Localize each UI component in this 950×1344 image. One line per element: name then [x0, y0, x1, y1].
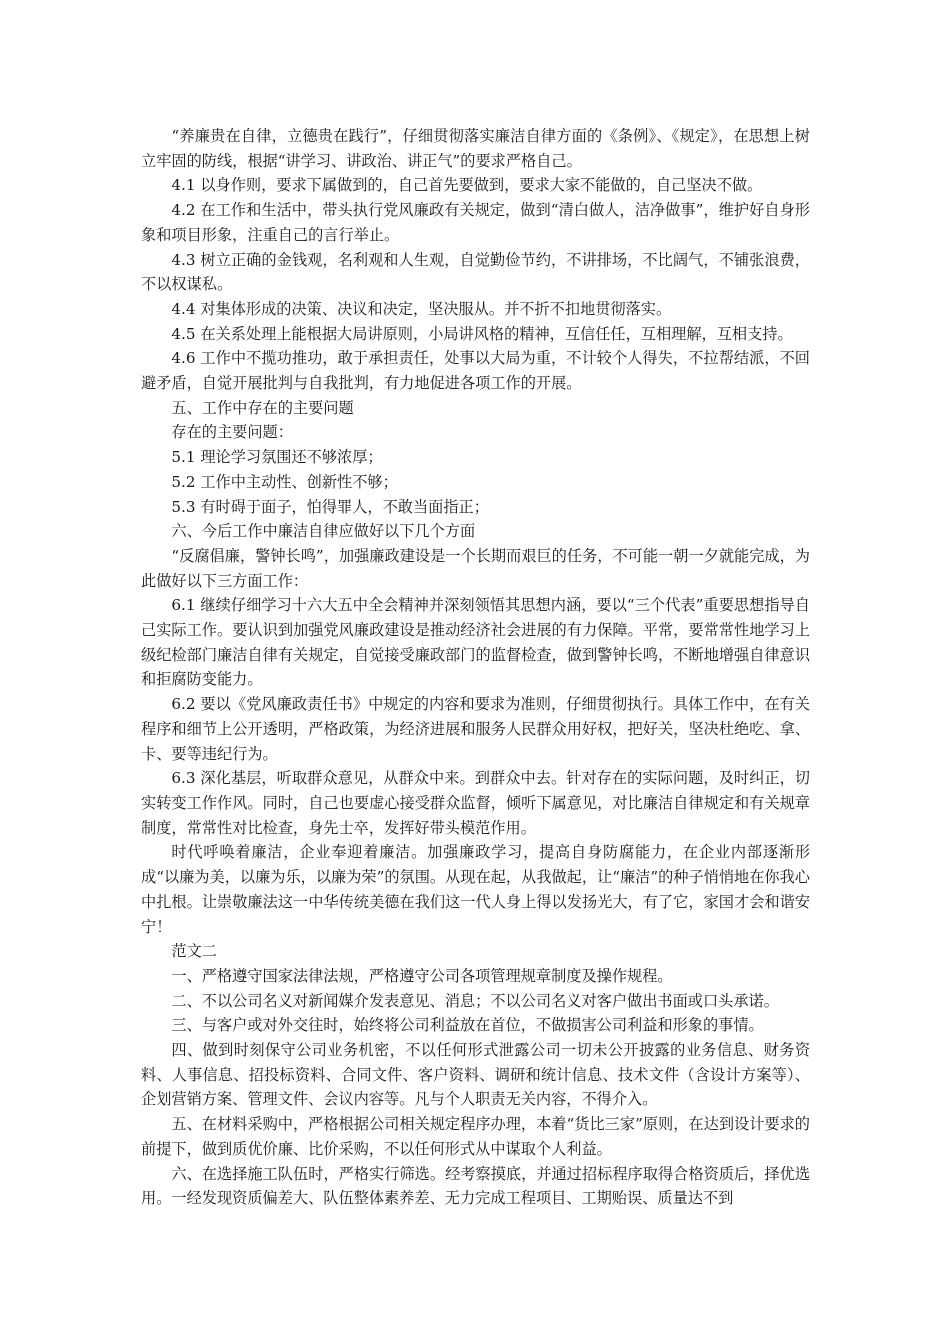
paragraph-15: 6.1 继续仔细学习十六大五中全会精神并深刻领悟其思想内涵，要以“三个代表”重要思想指导自己实际工作。要认识到加强党风廉政建设是推动经济社会进展的有力保障。平常，要常常性地学习上级纪检部门廉洁自律有关规定，自觉接受廉政部门的监督检查，做到警钟长鸣，不断地增强自律意识和拒腐防变能力。: [141, 596, 810, 689]
paragraph-23: 四、做到时刻保守公司业务机密，不以任何形式泄露公司一切未公开披露的业务信息、财务资料、人事信息、招投标资料、合同文件、客户资料、调研和统计信息、技术文件（含设计方案等）、企划营销方案、管理文件、会议内容等。凡与个人职责无关内容，不得介入。: [141, 1041, 810, 1109]
paragraph-2: 4.1 以身作则，要求下属做到的，自己首先要做到，要求大家不能做的，自己坚决不做。: [171, 176, 763, 195]
paragraph-11: 5.2 工作中主动性、创新性不够；: [171, 472, 398, 491]
section-heading-5: 五、工作中存在的主要问题: [171, 398, 354, 417]
paragraph-14: “反腐倡廉，警钟长鸣”，加强廉政建设是一个长期而艰巨的任务，不可能一朝一夕就能完成，为此做好以下三方面工作：: [141, 546, 810, 590]
sample-heading: 范文二: [171, 942, 217, 961]
section-heading-6: 六、今后工作中廉洁自律应做好以下几个方面: [171, 522, 476, 541]
paragraph-25: 六、在选择施工队伍时，严格实行筛选。经考察摸底，并通过招标程序取得合格资质后，择优选用。一经发现资质偏差大、队伍整体素养差、无力完成工程项目、工期贻误、质量达不到: [141, 1164, 810, 1208]
paragraph-12: 5.3 有时碍于面子，怕得罪人，不敢当面指正；: [171, 497, 489, 516]
paragraph-24: 五、在材料采购中，严格根据公司相关规定程序办理，本着“货比三家”原则，在达到设计要求的前提下，做到质优价廉、比价采购，不以任何形式从中谋取个人利益。: [141, 1115, 810, 1158]
paragraph-1: “养廉贵在自律，立德贵在践行”，仔细贯彻落实廉洁自律方面的《条例》、《规定》，在思想上树立牢固的防线，根据“讲学习、讲政治、讲正气”的要求严格自己。: [141, 127, 810, 170]
paragraph-5: 4.4 对集体形成的决策、决议和决定，坚决服从。并不折不扣地贯彻落实。: [171, 299, 672, 318]
paragraph-21: 二、不以公司名义对新闻媒介发表意见、消息；不以公司名义对客户做出书面或口头承诺。: [171, 991, 779, 1010]
paragraph-22: 三、与客户或对外交往时，始终将公司利益放在首位，不做损害公司利益和形象的事情。: [171, 1016, 764, 1035]
paragraph-10: 5.1 理论学习氛围还不够浓厚；: [171, 448, 383, 467]
paragraph-7: 4.6 工作中不揽功推功，敢于承担责任，处事以大局为重，不计较个人得失，不拉帮结派，不回避矛盾，自觉开展批判与自我批判，有力地促进各项工作的开展。: [141, 349, 810, 393]
document-body: [141, 124, 810, 1211]
paragraph-18: 时代呼唤着廉洁，企业奉迎着廉洁。加强廉政学习，提高自身防腐能力，在企业内部逐渐形成“以廉为美，以廉为乐，以廉为荣”的氛围。从现在起，从我做起，让“廉洁”的种子悄悄地在你我心中扎根。让崇敬廉法这一中华传统美德在我们这一代人身上得以发扬光大，有了它，家国才会和谐安宁！: [141, 843, 810, 936]
paragraph-9: 存在的主要问题：: [171, 423, 293, 442]
paragraph-16: 6.2 要以《党风廉政责任书》中规定的内容和要求为准则，仔细贯彻执行。具体工作中，在有关程序和细节上公开透明，严格政策，为经济进展和服务人民群众用好权，把好关，坚决杜绝吃、拿、卡、要等违纪行为。: [141, 695, 810, 763]
paragraph-17: 6.3 深化基层，听取群众意见，从群众中来。到群众中去。针对存在的实际问题，及时纠正，切实转变工作作风。同时，自己也要虚心接受群众监督，倾听下属意见，对比廉洁自律规定和有关规章制度，常常性对比检查，身先士卒，发挥好带头模范作用。: [141, 769, 810, 837]
paragraph-20: 一、严格遵守国家法律法规，严格遵守公司各项管理规章制度及操作规程。: [171, 966, 673, 985]
paragraph-4: 4.3 树立正确的金钱观，名利观和人生观，自觉勤俭节约，不讲排场，不比阔气，不铺张浪费，不以权谋私。: [141, 250, 810, 294]
paragraph-6: 4.5 在关系处理上能根据大局讲原则，小局讲风格的精神，互信任任，互相理解，互相支持。: [171, 324, 793, 343]
paragraph-3: 4.2 在工作和生活中，带头执行党风廉政有关规定，做到“清白做人，洁净做事”，维护好自身形象和项目形象，注重自己的言行举止。: [141, 201, 810, 244]
